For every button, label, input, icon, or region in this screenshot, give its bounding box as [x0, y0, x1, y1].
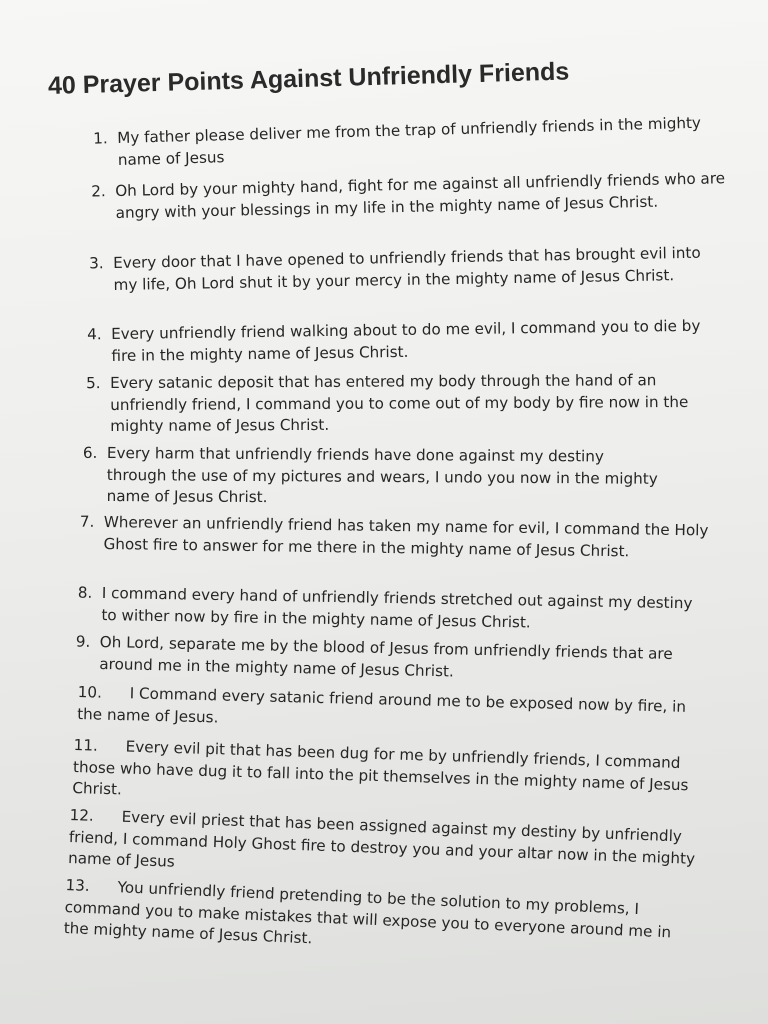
item-number: 8. — [77, 583, 93, 602]
item-text: My father please deliver me from the trap of unfriendly friends in the mighty name of Jesus — [117, 113, 702, 169]
item-text: Every evil pit that has been dug for me by unfriendly friends, I command those who have dug it to fall into the pit themselves in the mighty name of Jesus Christ. — [72, 737, 689, 799]
item-text: Every unfriendly friend walking about to do me evil, I command you to die by fire in the mighty name of Jesus Christ. — [111, 316, 701, 365]
list-item — [86, 370, 725, 438]
item-text: I command every hand of unfriendly friends stretched out against my destiny to wither now by fire in the mighty name of Jesus Christ. — [101, 583, 693, 631]
list-item — [79, 512, 724, 564]
item-number: 1. — [93, 129, 109, 148]
item-number: 2. — [91, 182, 106, 201]
item-number: 9. — [75, 632, 91, 651]
list-item — [63, 875, 675, 965]
item-text: Every door that I have opened to unfriendly friends that has brought evil into my life, Oh Lord shut it by your mercy in the mighty name of Jesus Christ. — [113, 243, 701, 294]
item-number: 6. — [82, 443, 98, 462]
item-text: Oh Lord by your mighty hand, fight for me against all unfriendly friends who are angry with your blessings in my life in the mighty name of Jesus Christ. — [115, 169, 726, 222]
item-number: 5. — [86, 374, 101, 393]
item-number: 12. — [69, 805, 95, 825]
list-item — [93, 113, 703, 171]
list-item — [75, 632, 685, 687]
item-number: 3. — [89, 254, 104, 273]
item-number: 4. — [87, 325, 102, 344]
item-text: Every satanic deposit that has entered my body through the hand of an unfriendly friend, I command you to come out of my body by fire now in the mighty name of Jesus Christ. — [110, 371, 689, 435]
item-text: Every harm that unfriendly friends have done against my destiny through the use of my pictures and wears, I undo you now in the mighty name of Jesus Christ. — [106, 443, 658, 507]
list-item — [77, 682, 708, 740]
list-item — [89, 243, 714, 296]
list-item — [77, 583, 712, 637]
list-item — [72, 735, 702, 818]
item-text: You unfriendly friend pretending to be the solution to my problems, I command you to make mistakes that will expose you to everyone around me in the mighty name of Jesus Christ. — [63, 878, 672, 948]
list-item — [87, 315, 722, 367]
item-text: Wherever an unfriendly friend has taken my name for evil, I command the Holy Ghost fire to answer for me there in the mighty name of Jesus Christ. — [103, 512, 709, 560]
item-number: 7. — [79, 512, 95, 531]
item-text: I Command every satanic friend around me to be exposed now by fire, in the name of Jesus. — [77, 684, 687, 726]
item-number: 13. — [65, 875, 91, 895]
page-title: 40 Prayer Points Against Unfriendly Friends — [47, 57, 570, 100]
item-text: Oh Lord, separate me by the blood of Jesus from unfriendly friends that are around me in the mighty name of Jesus Christ. — [99, 632, 673, 680]
item-text: Every evil priest that has been assigned against my destiny by unfriendly friend, I command Holy Ghost fire to destroy you and your altar now in the mighty name of Jesus — [67, 807, 696, 871]
item-number: 11. — [73, 735, 99, 755]
list-item — [82, 443, 667, 511]
item-number: 10. — [77, 682, 103, 702]
list-item — [91, 168, 728, 224]
